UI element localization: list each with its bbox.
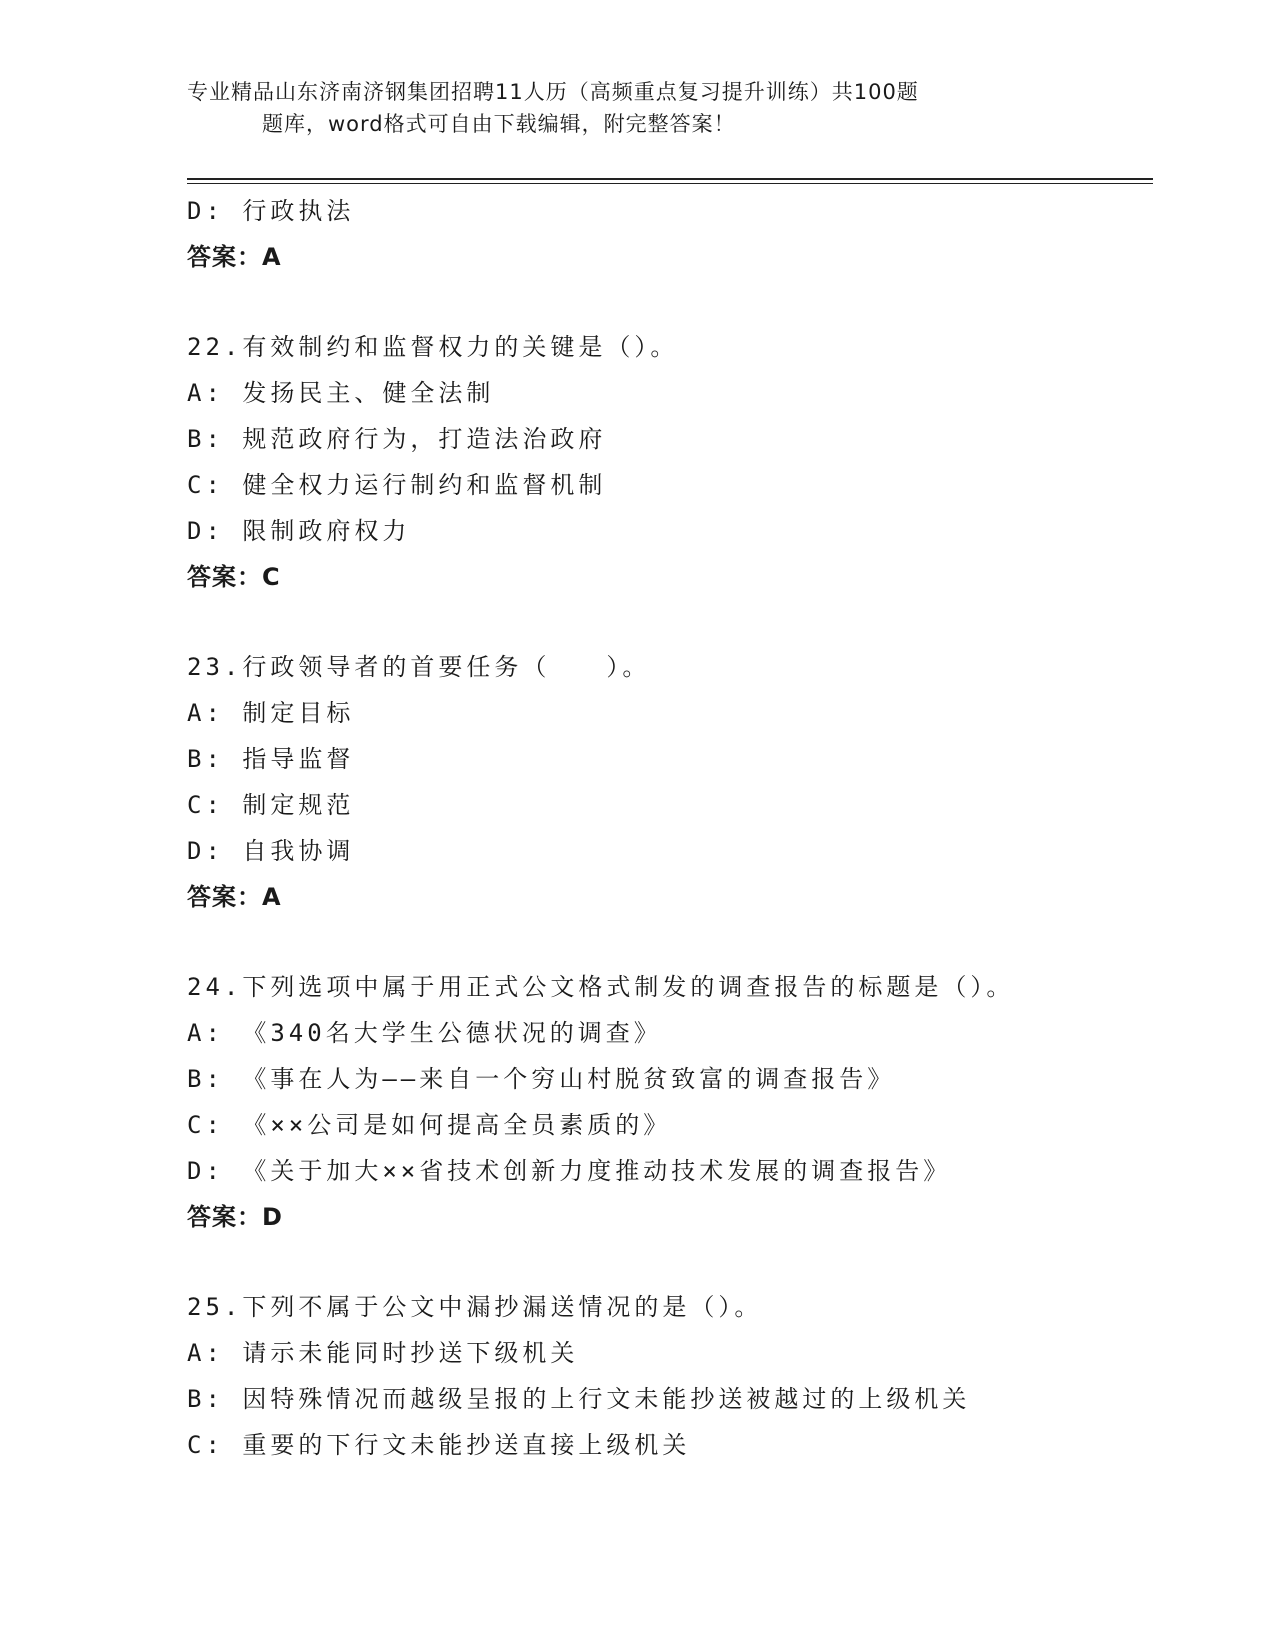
question-fragment-21	[187, 188, 1147, 280]
option-b: B: 《事在人为——来自一个穷山村脱贫致富的调查报告》	[187, 1065, 896, 1093]
question-24	[187, 964, 1147, 1240]
header-rule-thick	[187, 178, 1153, 180]
question-stem: 24.下列选项中属于用正式公文格式制发的调查报告的标题是（）。	[187, 973, 1015, 1001]
option-d: D: 《关于加大××省技术创新力度推动技术发展的调查报告》	[187, 1157, 952, 1185]
document-title-line2: 题库，word格式可自由下载编辑，附完整答案！	[262, 112, 736, 136]
option-d: D: 自我协调	[187, 837, 355, 865]
question-23	[187, 644, 1147, 920]
question-list	[187, 188, 1147, 1468]
question-25	[187, 1284, 1147, 1468]
option-a: A: 《340名大学生公德状况的调查》	[187, 1019, 662, 1047]
option-d: D: 行政执法	[187, 197, 355, 225]
spacer	[187, 1240, 1147, 1284]
option-c: C: 健全权力运行制约和监督机制	[187, 471, 607, 499]
answer-line: 答案：C	[187, 563, 281, 591]
answer-line: 答案：A	[187, 883, 282, 911]
option-c: C: 重要的下行文未能抄送直接上级机关	[187, 1431, 691, 1459]
option-a: A: 请示未能同时抄送下级机关	[187, 1339, 579, 1367]
document-title-line1: 专业精品山东济南济钢集团招聘11人历（高频重点复习提升训练）共100题	[187, 80, 919, 104]
option-c: C: 制定规范	[187, 791, 355, 819]
spacer	[187, 280, 1147, 324]
question-22	[187, 324, 1147, 600]
option-c: C: 《××公司是如何提高全员素质的》	[187, 1111, 672, 1139]
question-stem: 22.有效制约和监督权力的关键是（）。	[187, 333, 679, 361]
answer-line: 答案：D	[187, 1203, 283, 1231]
option-a: A: 制定目标	[187, 699, 355, 727]
option-d: D: 限制政府权力	[187, 517, 411, 545]
option-b: B: 指导监督	[187, 745, 355, 773]
answer-line: 答案：A	[187, 243, 282, 271]
question-stem: 23.行政领导者的首要任务（ ）。	[187, 653, 651, 681]
spacer	[187, 920, 1147, 964]
option-b: B: 规范政府行为，打造法治政府	[187, 425, 607, 453]
header-rule-thin	[187, 183, 1153, 184]
page-header	[0, 0, 1275, 190]
question-stem: 25.下列不属于公文中漏抄漏送情况的是（）。	[187, 1293, 763, 1321]
spacer	[187, 600, 1147, 644]
option-a: A: 发扬民主、健全法制	[187, 379, 495, 407]
option-b: B: 因特殊情况而越级呈报的上行文未能抄送被越过的上级机关	[187, 1385, 971, 1413]
